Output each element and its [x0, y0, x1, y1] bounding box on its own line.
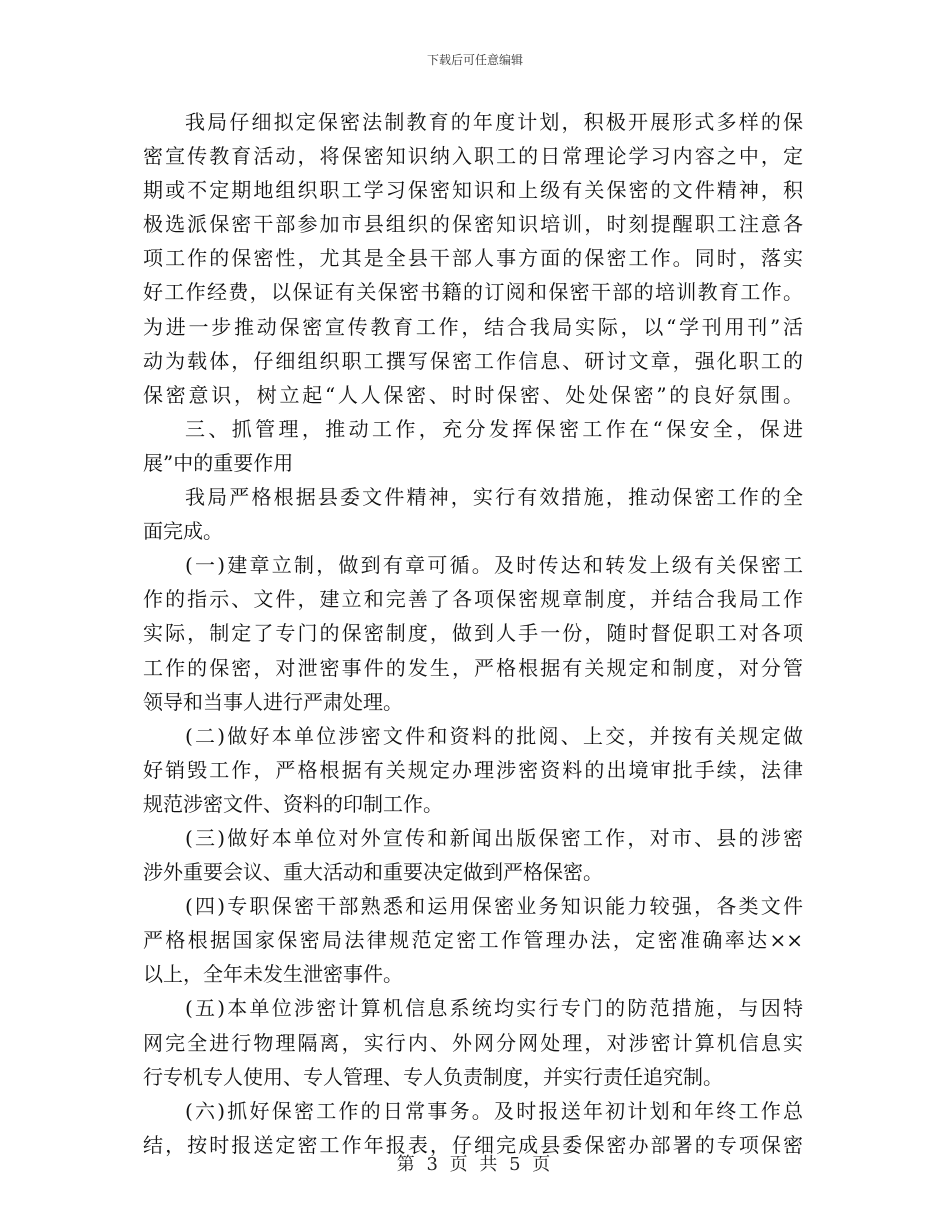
text-line: 为进一步推动保密宣传教育工作，结合我局实际，以“学刊用刊”活 [143, 314, 803, 339]
text-line: 网完全进行物理隔离，实行内、外网分网处理，对涉密计算机信息实 [143, 1030, 803, 1055]
text-line: (六)抓好保密工作的日常事务。及时报送年初计划和年终工作总 [185, 1098, 803, 1123]
text-line: 极选派保密干部参加市县组织的保密知识培训，时刻提醒职工注意各 [143, 212, 803, 237]
document-body [143, 105, 803, 1162]
text-line: 展”中的重要作用 [143, 450, 294, 475]
text-line: 严格根据国家保密局法律规范定密工作管理办法，定密准确率达×× [143, 928, 803, 953]
text-line: (四)专职保密干部熟悉和运用保密业务知识能力较强，各类文件 [185, 894, 803, 919]
text-line: 结，按时报送定密工作年报表，仔细完成县委保密办部署的专项保密 [143, 1132, 803, 1157]
text-line: 好销毁工作，严格根据有关规定办理涉密资料的出境审批手续，法律 [143, 757, 803, 782]
page-number-footer: 第 3 页 共 5 页 [396, 1154, 554, 1175]
text-line: 我局仔细拟定保密法制教育的年度计划，积极开展形式多样的保 [185, 110, 803, 134]
text-line: 期或不定期地组织职工学习保密知识和上级有关保密的文件精神，积 [143, 178, 803, 203]
text-line: 工作的保密，对泄密事件的发生，严格根据有关规定和制度，对分管 [143, 655, 803, 680]
text-line: 面完成。 [143, 519, 223, 544]
text-line: 密宣传教育活动，将保密知识纳入职工的日常理论学习内容之中，定 [143, 144, 803, 169]
text-line: 我局严格根据县委文件精神，实行有效措施，推动保密工作的全 [185, 485, 803, 510]
text-line: 动为载体，仔细组织职工撰写保密工作信息、研讨文章，强化职工的 [143, 348, 803, 373]
text-line: 实际，制定了专门的保密制度，做到人手一份，随时督促职工对各项 [143, 621, 803, 646]
text-line: 行专机专人使用、专人管理、专人负责制度，并实行责任追究制。 [143, 1064, 723, 1089]
text-line: 保密意识，树立起“人人保密、时时保密、处处保密”的良好氛围。 [143, 382, 803, 407]
text-line: 以上，全年未发生泄密事件。 [143, 962, 403, 987]
text-line: 好工作经费，以保证有关保密书籍的订阅和保密干部的培训教育工作。 [143, 280, 803, 305]
text-line: 规范涉密文件、资料的印制工作。 [143, 791, 443, 816]
text-line: (一)建章立制，做到有章可循。及时传达和转发上级有关保密工 [185, 553, 803, 578]
text-line: (二)做好本单位涉密文件和资料的批阅、上交，并按有关规定做 [185, 723, 803, 748]
text-line: (三)做好本单位对外宣传和新闻出版保密工作，对市、县的涉密 [185, 825, 803, 850]
page-header-note: 下载后可任意编辑 [426, 53, 523, 67]
text-line: (五)本单位涉密计算机信息系统均实行专门的防范措施，与因特 [185, 996, 803, 1021]
text-line: 作的指示、文件，建立和完善了各项保密规章制度，并结合我局工作 [143, 587, 803, 612]
text-line: 涉外重要会议、重大活动和重要决定做到严格保密。 [143, 860, 603, 885]
text-line: 领导和当事人进行严肃处理。 [143, 689, 403, 714]
text-line: 项工作的保密性，尤其是全县干部人事方面的保密工作。同时，落实 [143, 246, 803, 271]
text-line: 三、抓管理，推动工作，充分发挥保密工作在“保安全，保进 [185, 416, 803, 441]
